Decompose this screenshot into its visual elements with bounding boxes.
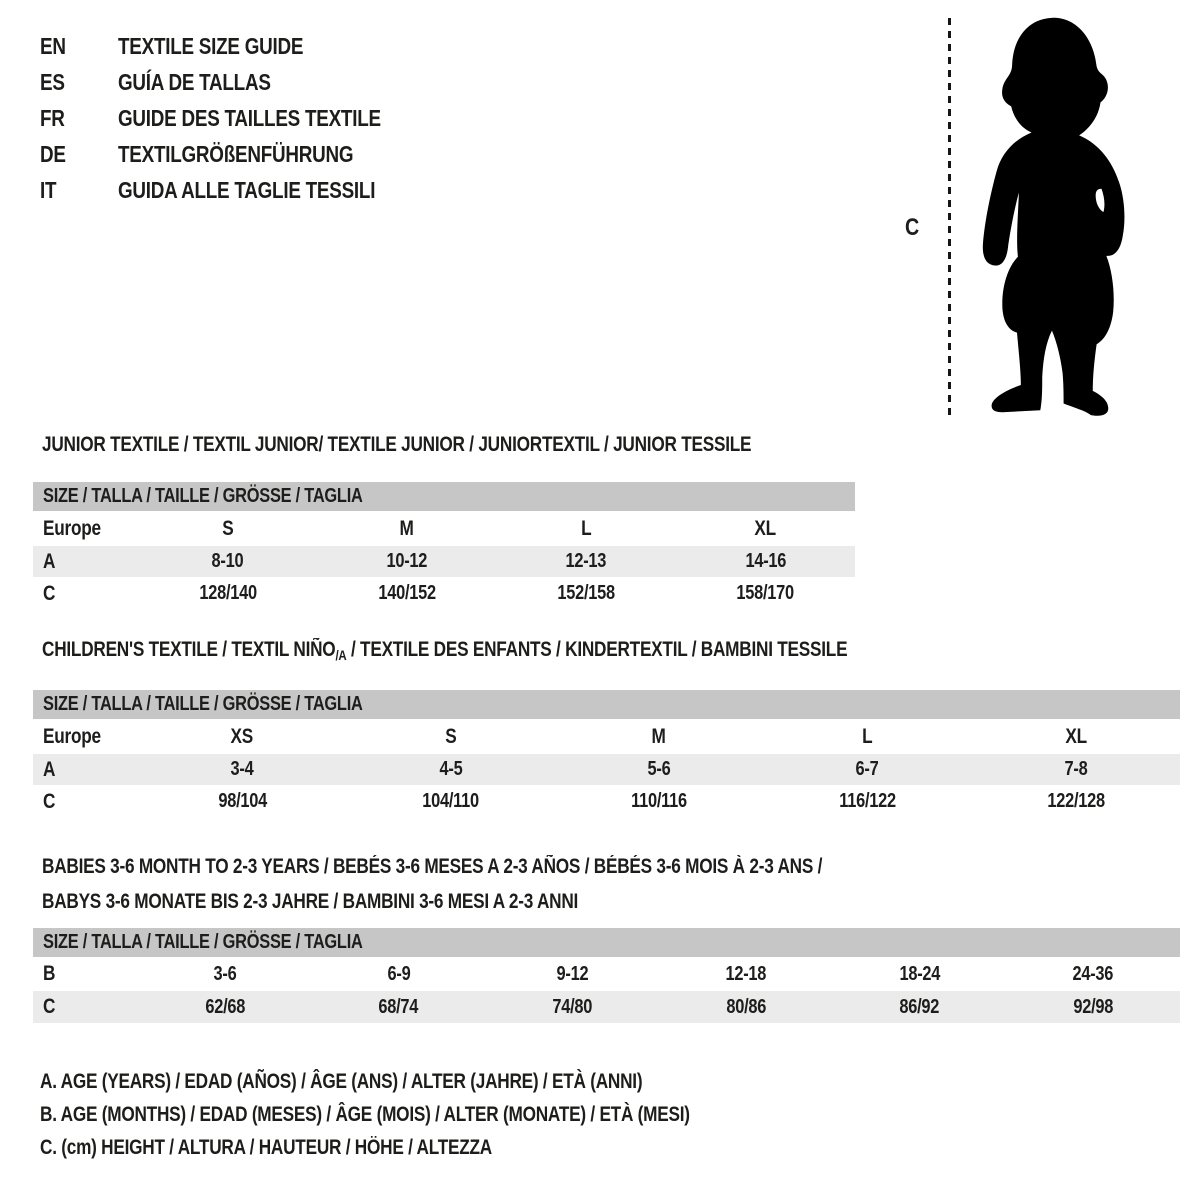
- language-row-es: [40, 64, 439, 100]
- height-measure-dashed-line: [948, 18, 951, 416]
- size-header-band: SIZE / TALLA / TAILLE / GRÖSSE / TAGLIA: [33, 690, 1180, 719]
- language-row-it: [40, 172, 439, 208]
- size-table-junior: [33, 482, 855, 610]
- language-label: GUIDE DES TAILLES TEXTILE: [118, 104, 381, 131]
- age-months-row: B 3-6 6-9 9-12 12-18 18-24 24-36: [43, 962, 1114, 985]
- size-header-band: SIZE / TALLA / TAILLE / GRÖSSE / TAGLIA: [33, 482, 855, 511]
- size-table-children: [33, 690, 1180, 818]
- age-years-row: A 3-4 4-5 5-6 6-7 7-8: [33, 754, 1180, 785]
- language-row-fr: [40, 100, 439, 136]
- height-cm-row: C 128/140 140/152 152/158 158/170: [43, 581, 795, 605]
- language-code: EN: [40, 32, 66, 59]
- region-row: Europe S M L XL: [43, 516, 777, 540]
- language-label: GUÍA DE TALLAS: [118, 68, 271, 95]
- title-subscript: /A: [335, 647, 347, 663]
- age-years-row: A 8-10 10-12 12-13 14-16: [33, 546, 855, 577]
- measure-label-c: C: [905, 214, 919, 241]
- language-label: GUIDA ALLE TAGLIE TESSILI: [118, 176, 376, 203]
- language-label: TEXTILE SIZE GUIDE: [118, 32, 304, 59]
- legend: [40, 1070, 832, 1169]
- region-row: Europe XS S M L XL: [43, 724, 1087, 748]
- height-cm-row: C 98/104 104/110 110/116 116/122 122/128: [43, 789, 1105, 813]
- language-row-en: [40, 28, 439, 64]
- language-code: ES: [40, 68, 65, 95]
- legend-line-b: B. AGE (MONTHS) / EDAD (MESES) / ÂGE (MOIS) / ALTER (MONATE) / ETÀ (MESI): [40, 1103, 690, 1126]
- language-code: FR: [40, 104, 65, 131]
- language-code: IT: [40, 176, 57, 203]
- toddler-silhouette-icon: [958, 12, 1142, 420]
- children-section-title: CHILDREN'S TEXTILE / TEXTIL NIÑO/A / TEXTILE DES ENFANTS / KINDERTEXTIL / BAMBINI TESSILE: [42, 638, 848, 663]
- height-cm-row: C 62/68 68/74 74/80 80/86 86/92 92/98: [33, 991, 1180, 1023]
- size-header-band: SIZE / TALLA / TAILLE / GRÖSSE / TAGLIA: [33, 928, 1180, 957]
- language-list: [40, 28, 439, 208]
- legend-line-c: C. (cm) HEIGHT / ALTURA / HAUTEUR / HÖHE / ALTEZZA: [40, 1136, 492, 1159]
- language-row-de: [40, 136, 439, 172]
- size-table-babies: [33, 928, 1180, 1023]
- babies-section-title: BABIES 3-6 MONTH TO 2-3 YEARS / BEBÉS 3-6 MESES A 2-3 AÑOS / BÉBÉS 3-6 MOIS À 2-3 ANS / BABYS 3-6 MONATE BIS 2-3 JAHRE / BAMBINI 3-6 MESI A 2-3 ANNI: [42, 855, 823, 913]
- junior-section-title: JUNIOR TEXTILE / TEXTIL JUNIOR/ TEXTILE JUNIOR / JUNIORTEXTIL / JUNIOR TESSILE: [42, 433, 752, 456]
- language-code: DE: [40, 140, 66, 167]
- language-label: TEXTILGRÖßENFÜHRUNG: [118, 140, 354, 167]
- legend-line-a: A. AGE (YEARS) / EDAD (AÑOS) / ÂGE (ANS) / ALTER (JAHRE) / ETÀ (ANNI): [40, 1070, 643, 1093]
